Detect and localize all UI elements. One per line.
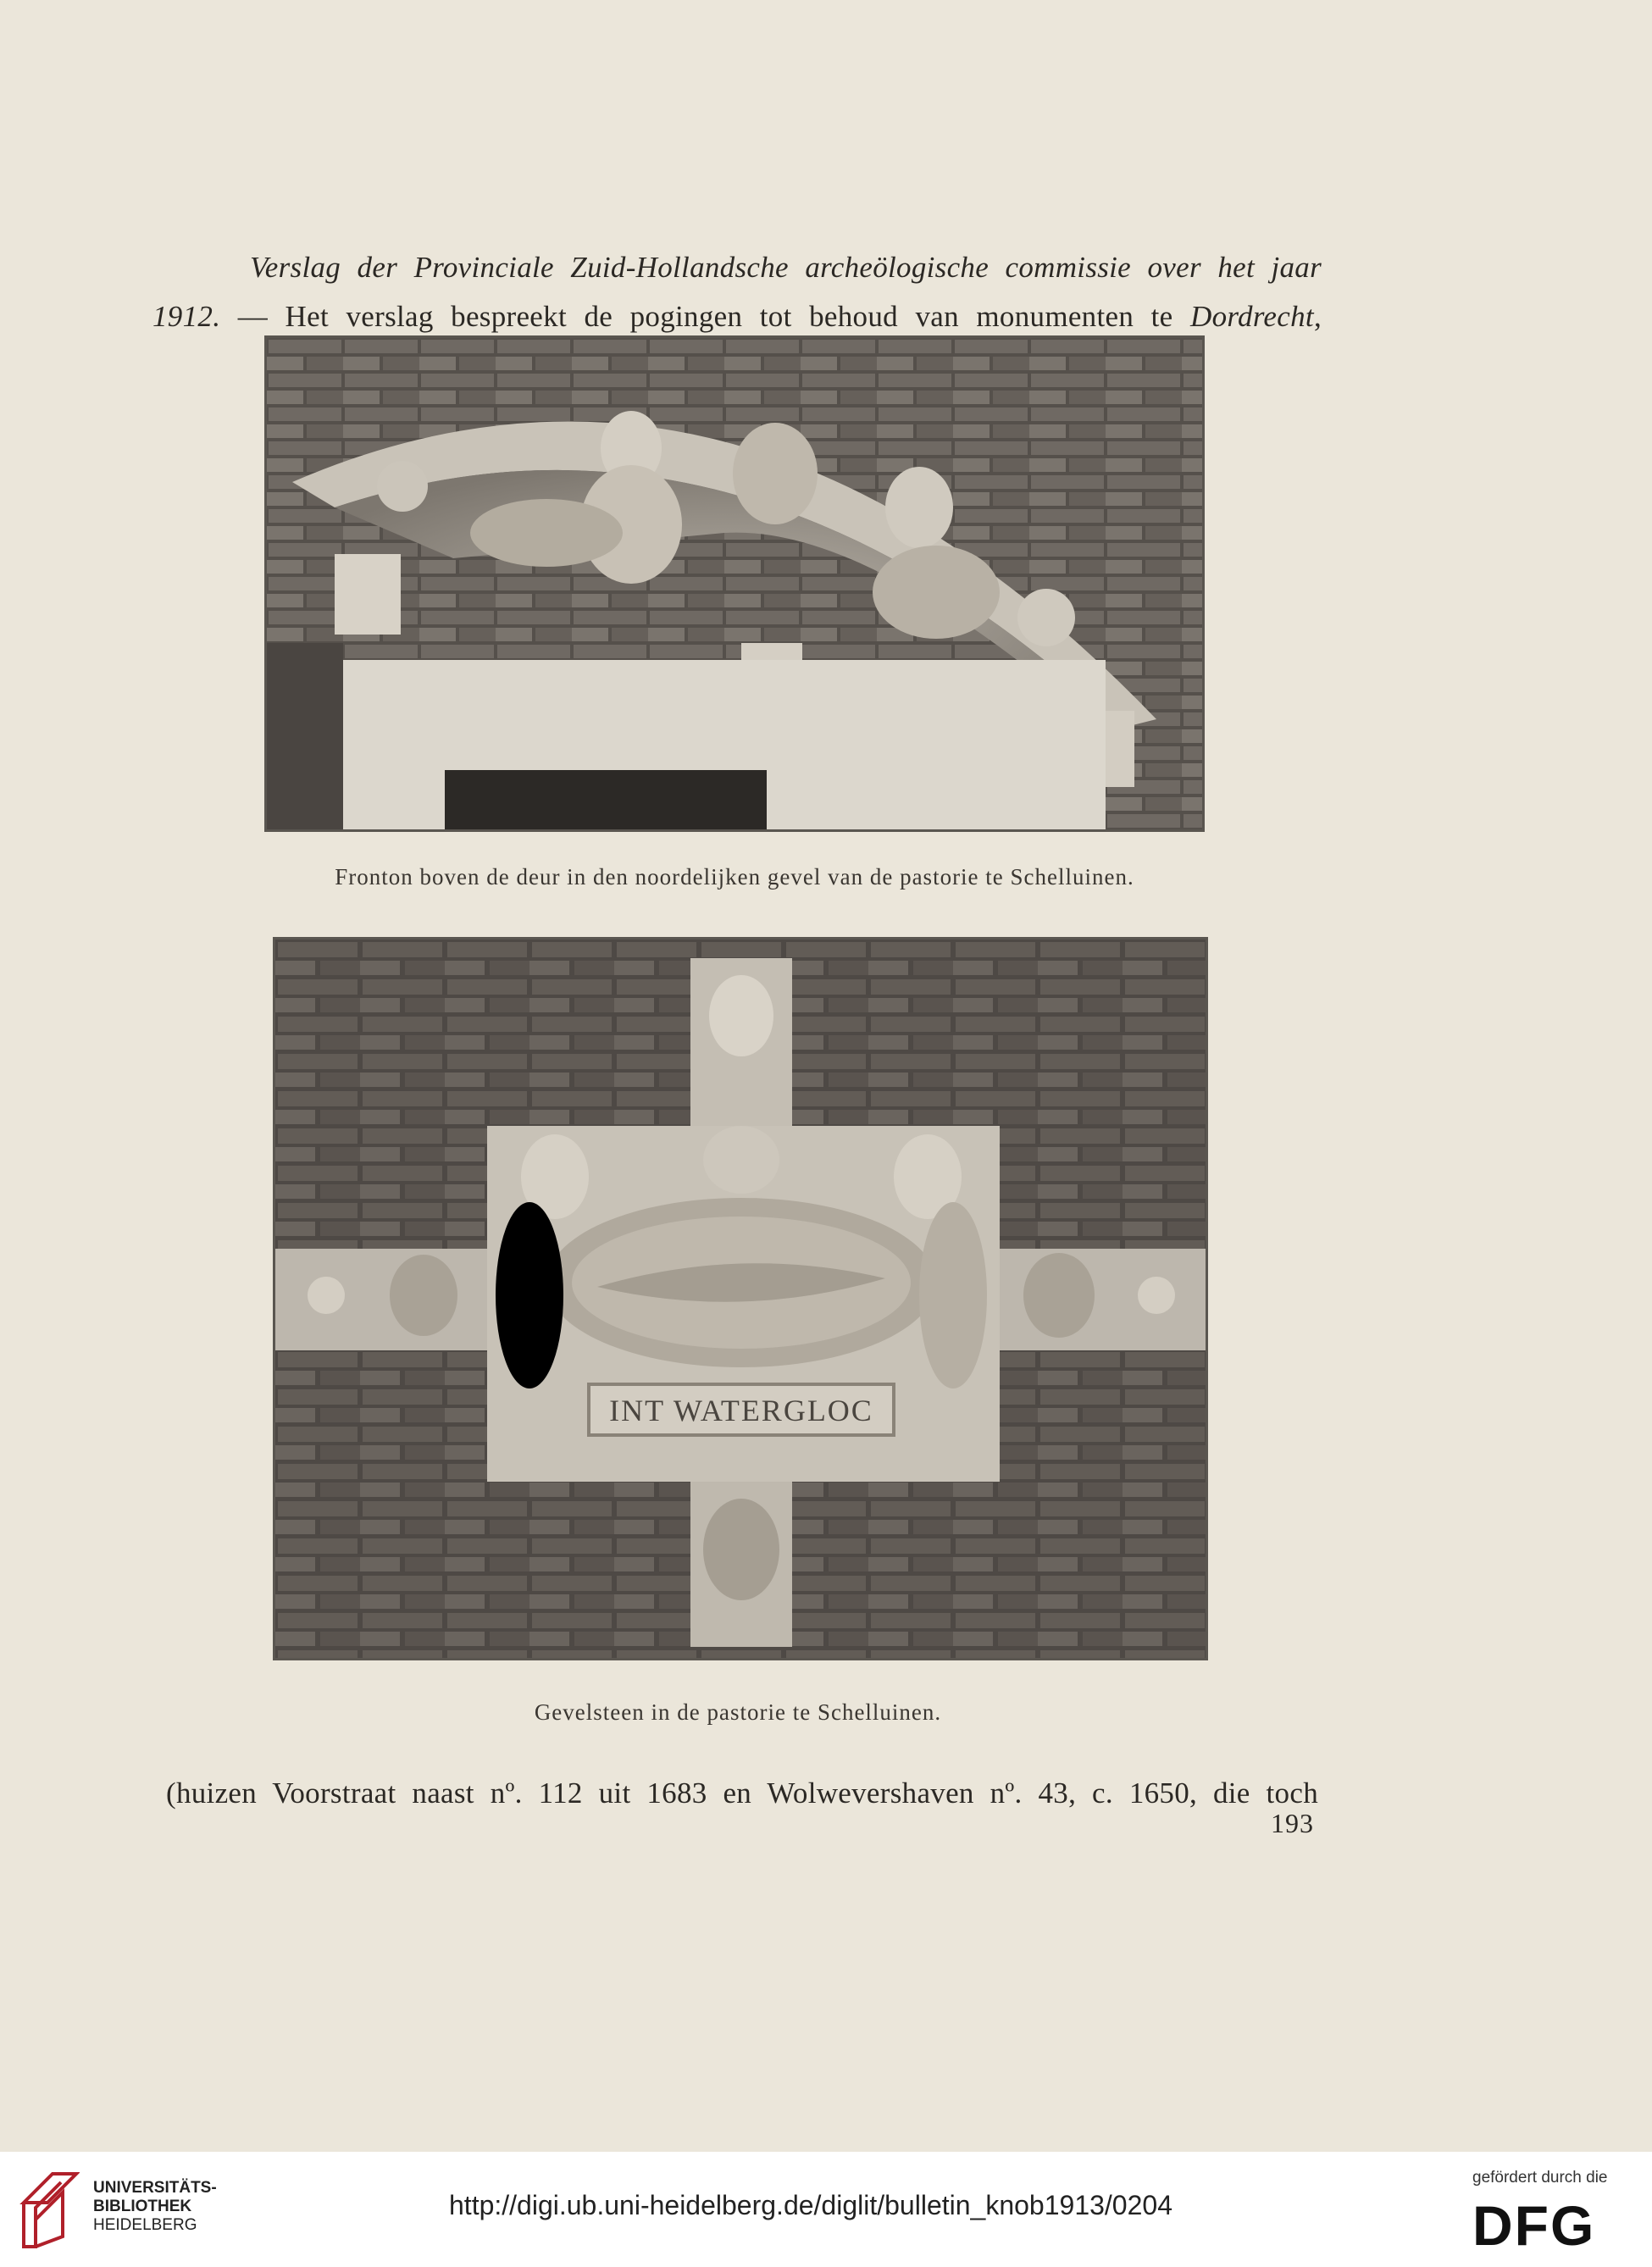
university-library-name: UNIVERSITÄTS- BIBLIOTHEK HEIDELBERG <box>93 2179 217 2234</box>
gablestone-photo <box>273 937 1208 1660</box>
intro-year: 1912. <box>152 300 221 333</box>
document-url-link[interactable]: http://digi.ub.uni-heidelberg.de/diglit/bulletin_knob1913/0204 <box>449 2190 1172 2220</box>
intro-line2: — Het verslag bespreekt de pogingen tot behoud van monumenten te <box>220 300 1191 333</box>
intro-line1: Verslag der Provinciale Zuid-Hollandsche archeölogische commissie over het jaar <box>250 251 1322 284</box>
dfg-logo: DFG <box>1472 2194 1596 2257</box>
intro-paragraph: Verslag der Provinciale Zuid-Hollandsche archeölogische commissie over het jaar 1912. — Het verslag bespreekt de pogingen tot behoud van monumenten te Dordrecht, <box>152 251 1322 333</box>
continuation-text: (huizen Voorstraat naast nº. 112 uit 1683 en Wolwevershaven nº. 43, c. 1650, die toch <box>166 1776 1318 1810</box>
figure1-caption: Fronton boven de deur in den noordelijken gevel van de pastorie te Schelluinen. <box>335 864 1134 890</box>
page-number: 193 <box>1271 1808 1314 1838</box>
figure2-caption: Gevelsteen in de pastorie te Schelluinen. <box>534 1699 942 1725</box>
footer-bar <box>0 2152 1652 2267</box>
funding-label: gefördert durch die <box>1472 2169 1608 2187</box>
university-library-logo-icon <box>19 2169 80 2252</box>
pediment-photo <box>264 335 1205 832</box>
gablestone-inscription: INT WATERGLOC <box>609 1394 873 1427</box>
intro-place: Dordrecht <box>1190 300 1314 333</box>
